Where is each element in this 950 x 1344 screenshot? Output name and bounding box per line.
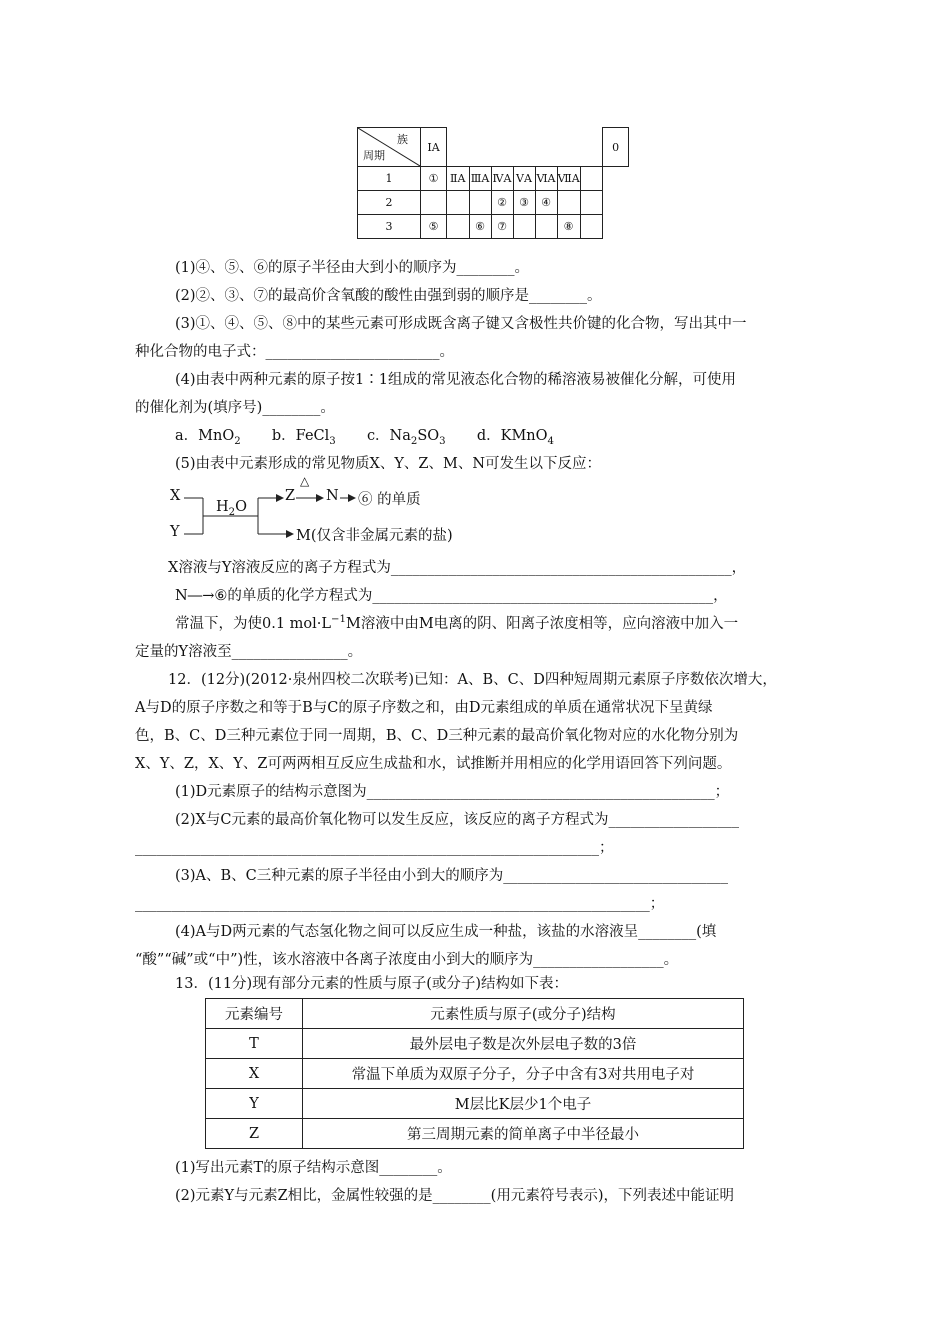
reactant-y: Y xyxy=(170,524,180,540)
product-m: M(仅含非金属元素的盐) xyxy=(296,528,453,544)
table-header-row xyxy=(206,999,744,1029)
table-cell xyxy=(580,215,603,239)
col-0-header: 0 xyxy=(603,128,629,167)
table-cell xyxy=(513,215,535,239)
header-element-property: 元素性质与原子(或分子)结构 xyxy=(303,999,744,1029)
table-row xyxy=(206,1119,744,1149)
product-element6: ⑥ 的单质 xyxy=(358,492,421,508)
table-cell: ④ xyxy=(535,191,557,215)
q12-part2-line1: (2)X与C元素的最高价氧化物可以发生反应，该反应的离子方程式为__________________ xyxy=(175,812,739,828)
table-cell: T xyxy=(206,1029,303,1059)
table-cell: Z xyxy=(206,1119,303,1149)
table-cell xyxy=(580,167,603,191)
q12-part3-line2: _______________________________________________________________________； xyxy=(135,896,665,912)
reactant-x: X xyxy=(170,488,181,504)
q13-part1: (1)写出元素T的原子结构示意图________。 xyxy=(175,1160,452,1176)
table-row xyxy=(358,191,629,215)
table-cell: ⅤA xyxy=(513,167,535,191)
table-cell: ⅡA xyxy=(447,167,470,191)
q11-part5-d: 定量的Y溶液至________________。 xyxy=(135,644,363,660)
option-c: c．$Na_2SO_3$ xyxy=(366,428,446,447)
q12-part4-line2: “酸”“碱”或“中”)性，该水溶液中各离子浓度由小到大的顺序为__________________。 xyxy=(135,952,679,968)
table-cell: X xyxy=(206,1059,303,1089)
table-cell: M层比K层少1个电子 xyxy=(303,1089,744,1119)
table-cell: 最外层电子数是次外层电子数的3倍 xyxy=(303,1029,744,1059)
table-row xyxy=(358,215,629,239)
q11-part5-c: 常温下，为使0.1 $mol\cdot L^{-1}M$溶液中由M电离的阴、阳离子浓度相等，应向溶液中加入一 xyxy=(175,614,739,632)
group-header: 族 xyxy=(397,133,408,146)
option-a: a．MnO$_2$ xyxy=(175,428,241,447)
water-label: $H_2O$ xyxy=(216,499,247,518)
table-row xyxy=(358,167,629,191)
q12-part2-line2: ________________________________________________________________； xyxy=(135,840,614,856)
table-cell: ③ xyxy=(513,191,535,215)
q11-part5-a: X溶液与Y溶液反应的离子方程式为_______________________________________________， xyxy=(168,560,747,576)
q11-part5-b: N―→⑥的单质的化学方程式为_______________________________________________， xyxy=(175,588,728,604)
q12-part4-line1: (4)A与D两元素的气态氢化物之间可以反应生成一种盐，该盐的水溶液呈________(填 xyxy=(175,924,717,940)
table-cell xyxy=(447,215,470,239)
q13-part2: (2)元素Y与元素Z相比，金属性较强的是________(用元素符号表示)，下列表述中能证明 xyxy=(175,1188,734,1204)
q12-part1: (1)D元素原子的结构示意图为________________________________________________； xyxy=(175,784,730,800)
option-b: b．FeCl$_3$ xyxy=(271,428,336,447)
table-cell xyxy=(421,191,447,215)
table-cell xyxy=(469,191,491,215)
table-cell: ⑦ xyxy=(491,215,513,239)
q12-stem-line4: X、Y、Z，X、Y、Z可两两相互反应生成盐和水，试推断并用相应的化学用语回答下列问题。 xyxy=(135,756,732,772)
q12-stem-line2: A与D的原子序数之和等于B与C的原子序数之和，由D元素组成的单质在通常状况下呈黄绿 xyxy=(135,700,713,716)
table-row xyxy=(206,1029,744,1059)
period-cell: 3 xyxy=(358,215,421,239)
table-cell xyxy=(580,191,603,215)
periodic-table xyxy=(357,127,629,239)
period-cell: 1 xyxy=(358,167,421,191)
heat-symbol: △ xyxy=(300,474,310,488)
table-cell: 常温下单质为双原子分子，分子中含有3对共用电子对 xyxy=(303,1059,744,1089)
reaction-diagram xyxy=(168,474,528,550)
q11-options xyxy=(175,424,554,447)
table-corner-header xyxy=(358,128,421,167)
element-property-table xyxy=(205,998,744,1149)
q11-part4-line2: 的催化剂为(填序号)________。 xyxy=(135,400,335,416)
q11-part3-line2: 种化合物的电子式：________________________。 xyxy=(135,344,454,360)
product-z: Z xyxy=(285,488,296,504)
table-cell: ⅣA xyxy=(491,167,513,191)
q11-part1: (1)④、⑤、⑥的原子半径由大到小的顺序为________。 xyxy=(175,260,530,276)
table-cell: ⑤ xyxy=(421,215,447,239)
q13-intro: 13．(11分)现有部分元素的性质与原子(或分子)结构如下表： xyxy=(175,976,569,992)
product-n: N xyxy=(326,488,339,504)
q12-stem-line1: 12．(12分)(2012·泉州四校二次联考)已知：A、B、C、D四种短周期元素原子序数依次增大， xyxy=(168,672,777,688)
table-cell: ② xyxy=(491,191,513,215)
table-cell: ⑧ xyxy=(557,215,580,239)
table-row xyxy=(206,1089,744,1119)
col-IA-header: ⅠA xyxy=(421,128,447,167)
table-cell xyxy=(447,191,470,215)
table-cell: ⑥ xyxy=(469,215,491,239)
table-cell: ① xyxy=(421,167,447,191)
q11-part2: (2)②、③、⑦的最高价含氧酸的酸性由强到弱的顺序是________。 xyxy=(175,288,602,304)
table-cell xyxy=(535,215,557,239)
option-d: d．KMnO$_4$ xyxy=(476,428,554,447)
table-row xyxy=(206,1059,744,1089)
q12-part3-line1: (3)A、B、C三种元素的原子半径由小到大的顺序为_______________________________ xyxy=(175,868,729,884)
q11-part5: (5)由表中元素形成的常见物质X、Y、Z、M、N可发生以下反应： xyxy=(175,456,602,472)
period-cell: 2 xyxy=(358,191,421,215)
q12-stem-line3: 色，B、C、D三种元素位于同一周期，B、C、D三种元素的最高价氧化物对应的水化物分别为 xyxy=(135,728,739,744)
header-element-id: 元素编号 xyxy=(206,999,303,1029)
table-cell: 第三周期元素的简单离子中半径最小 xyxy=(303,1119,744,1149)
table-cell: Y xyxy=(206,1089,303,1119)
table-cell: ⅦA xyxy=(557,167,580,191)
q11-part3-line1: (3)①、④、⑤、⑧中的某些元素可形成既含离子键又含极性共价键的化合物，写出其中一 xyxy=(175,316,747,332)
q11-part4-line1: (4)由表中两种元素的原子按1∶1组成的常见液态化合物的稀溶液易被催化分解，可使用 xyxy=(175,372,736,388)
table-cell: ⅥA xyxy=(535,167,557,191)
table-cell: ⅢA xyxy=(469,167,491,191)
period-header: 周期 xyxy=(363,149,385,162)
table-cell xyxy=(557,191,580,215)
